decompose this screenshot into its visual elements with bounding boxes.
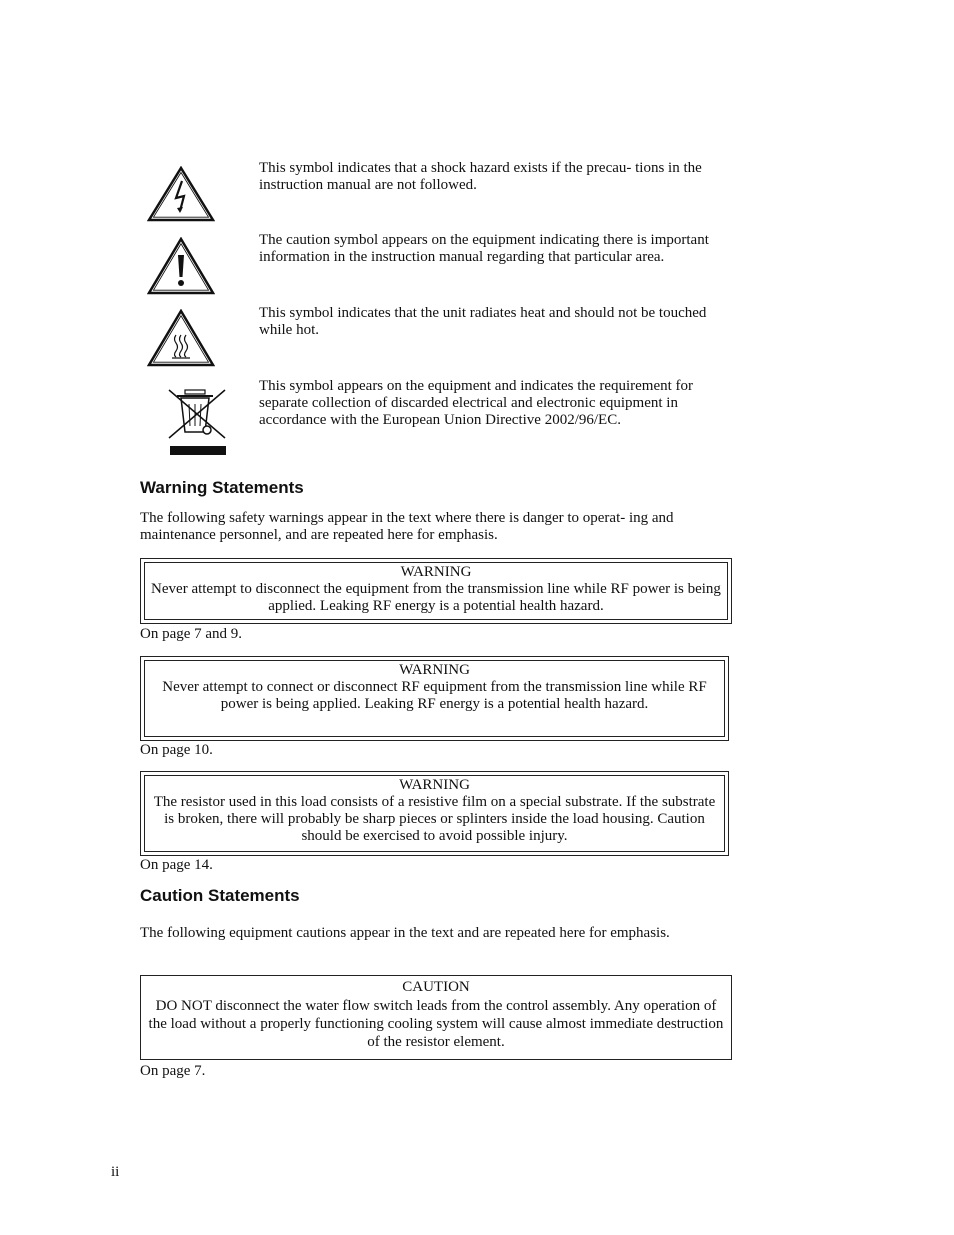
warning-box-3 [140, 771, 729, 856]
caution-intro: The following equipment cautions appear in the text and are repeated here for emphasis. [140, 925, 670, 941]
caution-label: CAUTION [402, 979, 470, 995]
caution-icon [147, 237, 215, 295]
warning-label: WARNING [400, 564, 472, 580]
weee-bin-icon [165, 386, 229, 458]
weee-description: This symbol appears on the equipment and indicates the requirement for separate collection of discarded electrical and electronic equipment in accordance with the European Union Directive 2002/96/EC. [259, 378, 694, 428]
warning-text: Never attempt to disconnect the equipment from the transmission line while RF power is being applied. Leaking RF energy is a potential health hazard. [151, 581, 721, 614]
caution-text: DO NOT disconnect the water flow switch leads from the control assembly. Any operation of the load without a properly functioning cooling system will cause almost immediate destruction of the resistor element. [148, 998, 724, 1050]
warning-statements-heading: Warning Statements [140, 478, 304, 497]
caution-description: The caution symbol appears on the equipment indicating there is important information in the instruction manual regarding that particular area. [259, 232, 709, 265]
warning-box-1 [140, 558, 732, 624]
caution-ref-1: On page 7. [140, 1063, 206, 1079]
warning-box-2 [140, 656, 729, 741]
warning-text: Never attempt to connect or disconnect RF equipment from the transmission line while RF power is being applied. Leaking RF energy is a potential health hazard. [162, 679, 707, 712]
shock-hazard-description: This symbol indicates that a shock hazard exists if the precau- tions in the instruction manual are not followed. [259, 160, 702, 193]
caution-statements-heading: Caution Statements [140, 886, 300, 905]
hot-surface-description: This symbol indicates that the unit radiates heat and should not be touched while hot. [259, 305, 707, 338]
page-number: ii [111, 1164, 120, 1180]
caution-box-1 [140, 975, 732, 1060]
warning-ref-1: On page 7 and 9. [140, 626, 243, 642]
warning-text: The resistor used in this load consists of a resistive film on a special substrate. If the substrate is broken, there will probably be sharp pieces or splinters inside the load housing. Caution should be exercised to avoid possible injury. [153, 794, 716, 844]
warning-ref-2: On page 10. [140, 742, 213, 758]
hot-surface-icon [147, 309, 215, 367]
warning-label: WARNING [399, 662, 470, 678]
warning-label: WARNING [399, 777, 470, 793]
warning-ref-3: On page 14. [140, 857, 213, 873]
shock-hazard-icon [147, 166, 215, 222]
warning-intro: The following safety warnings appear in the text where there is danger to operat- ing and maintenance personnel, and are repeated here for emphasis. [140, 510, 674, 543]
